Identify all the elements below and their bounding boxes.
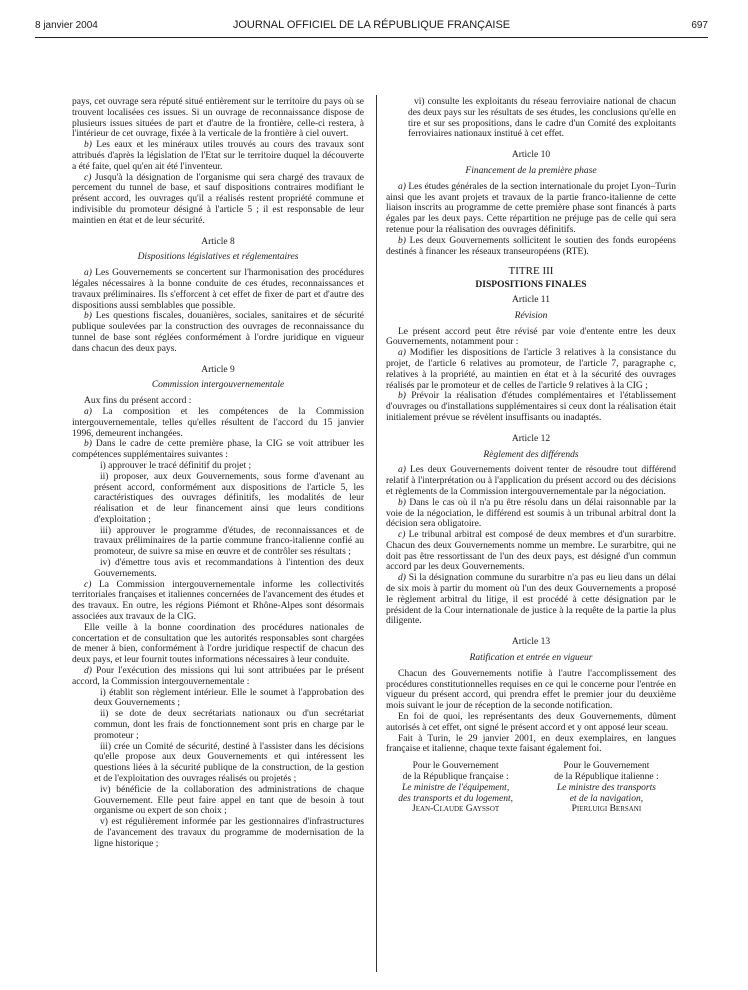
- paragraph: Aux fins du présent accord :: [84, 396, 192, 407]
- article-heading: Article 12: [511, 433, 551, 444]
- signature-block: [386, 761, 676, 815]
- article-heading: Article 10: [511, 150, 551, 161]
- article-subtitle: Commission intergouvernementale: [151, 380, 285, 391]
- list-item: i) établit son règlement intérieur. Elle le soumet à l'approbation des deux Gouvernements ;: [94, 687, 364, 709]
- column-divider: [376, 95, 377, 972]
- article-subtitle: Financement de la première phase: [465, 165, 597, 176]
- journal-title: JOURNAL OFFICIEL DE LA RÉPUBLIQUE FRANÇAISE: [232, 19, 511, 31]
- header-date: 8 janvier 2004: [35, 20, 98, 31]
- article-subtitle: Révision: [514, 310, 548, 321]
- paragraph: Fait à Turin, le 29 janvier 2001, en deux exemplaires, en langues française et italienne, chaque texte faisant également foi.: [386, 733, 676, 755]
- signatory-name: Pierluigi Bersani: [571, 804, 642, 815]
- article-heading: Article 9: [201, 364, 235, 375]
- article-heading: Article 13: [511, 637, 551, 648]
- paragraph: a) Les études générales de la section internationale du projet Lyon–Turin ainsi que les avant projets et travaux de la partie franco-italienne de cette liaison inscrits au programme de cette première phase sont financés à parts égales par les deux pays. Cette répartition ne préjuge pas de celle qui sera retenue pour la réalisation des ouvrages définitifs.: [386, 181, 676, 235]
- paragraph: a) Les Gouvernements se concertent sur l'harmonisation des procédures légales nécessaires à la bonne conduite de ces études, reconnaissances et travaux préliminaires. Ils s'efforcent à cet effet de fixer de part et d'autre des dispositions aussi semblables que possible.: [72, 268, 364, 311]
- paragraph: d) Si la désignation commune du surarbitre n'a pas eu lieu dans un délai de six mois à partir du moment où l'un des deux Gouvernements a proposé le règlement arbitral du litige, il est procédé à cette désignation par le président de la Cour internationale de justice à la requête de la partie la plus diligente.: [386, 573, 676, 627]
- paragraph: a) La composition et les compétences de la Commission intergouvernementale, telles qu'elles résultent de l'accord du 15 janvier 1996, demeurent inchangées.: [72, 406, 364, 439]
- paragraph: a) Modifier les dispositions de l'article 3 relatives à la consistance du projet, de l'article 6 relatives au promoteur, de l'article 7, paragraphe c, relatives à la propriété, au maintien en état et à la sécurité des ouvrages réalisés par le promoteur et de celles de l'article 9 relatives à la CIG ;: [386, 348, 676, 391]
- paragraph: b) Prévoir la réalisation d'études complémentaires et l'établissement d'ouvrages ou d'installations supplémentaires si ceux dont la réalisation était initialement prévue se révèlent insuffisants ou inadaptés.: [386, 391, 676, 423]
- paragraph: b) Les eaux et les minéraux utiles trouvés au cours des travaux sont attribués d'après la législation de l'Etat sur le territoire duquel la découverte a été faite, quel qu'en ait été l'inventeur.: [72, 140, 364, 172]
- article-subtitle: Règlement des différends: [483, 449, 579, 460]
- article-subtitle: Ratification et entrée en vigueur: [469, 653, 593, 664]
- paragraph: c) Jusqu'à la désignation de l'organisme qui sera chargé des travaux de percement du tunnel de base, et sauf dispositions contraires modifiant le présent accord, les ouvrages qu'il a réalisés restent propriété commune et indivisible du promoteur désigné à l'article 5 ; il est responsable de leur maintien en état et de leur sécurité.: [72, 172, 364, 226]
- paragraph: c) La Commission intergouvernementale informe les collectivités territoriales françaises et italiennes concernées de l'avancement des études et des travaux. En outre, les régions Piémont et Rhône-Alpes sont désormais associées aux travaux de la CIG.: [72, 579, 364, 623]
- paragraph: Le présent accord peut être révisé par voie d'entente entre les deux Gouvernements, notamment pour :: [386, 326, 676, 348]
- article-subtitle: Dispositions législatives et réglementaires: [137, 252, 299, 263]
- right-column: [386, 97, 676, 815]
- paragraph: b) Les deux Gouvernements sollicitent le soutien des fonds européens destinés à financer les réseaux transeuropéens (RTE).: [386, 235, 676, 257]
- paragraph: a) Les deux Gouvernements doivent tenter de résoudre tout différend relatif à l'interprétation ou à l'application du présent accord ou des décisions et règlements de la Commission intergouvernementale par la négociation.: [386, 465, 676, 497]
- paragraph: c) Le tribunal arbitral est composé de deux membres et d'un surarbitre. Chacun des deux Gouvernements nomme un membre. Le surarbitre, qui ne doit pas être ressortissant de l'un des deux pays, est désigné d'un commun accord par les deux Gouvernements.: [386, 530, 676, 573]
- list-item: iii) approuver le programme d'études, de reconnaissances et de travaux préliminaires de la partie commune franco-italienne confié au promoteur, de suivre sa mise en œuvre et de contrôler ses résultats ;: [94, 525, 364, 558]
- page-number: 697: [691, 20, 708, 31]
- signature-italy: Pour le Gouvernement de la République italienne : Le ministre des transports et de la navigation, Pierluigi Bersani: [537, 761, 676, 815]
- list-item: i) approuver le tracé définitif du projet ;: [100, 460, 252, 471]
- article-heading: Article 8: [201, 236, 235, 247]
- paragraph: d) Pour l'exécution des missions qui lui sont attribuées par le présent accord, la Commission intergouvernementale :: [72, 666, 364, 687]
- header-rule: [35, 37, 708, 38]
- page-header: [35, 18, 708, 38]
- list-item: iv) bénéficie de la collaboration des administrations de chaque Gouvernement. Elle peut faire appel en tant que de besoin à tout organisme ou expert de son choix ;: [94, 784, 364, 817]
- paragraph: En foi de quoi, les représentants des deux Gouvernements, dûment autorisés à cet effet, ont signé le présent accord et y ont apposé leur sceau.: [386, 712, 676, 733]
- list-item: iii) crée un Comité de sécurité, destiné à l'assister dans les décisions qu'elle propose aux deux Gouvernements et qui intéressent les questions liées à la sécurité publique de la construction, de la gestion et de l'exploitation des ouvrages réalisés ou projetés ;: [94, 741, 364, 785]
- list-item: v) est régulièrement informée par les gestionnaires d'infrastructures de l'avancement des travaux du programme de modernisation de la ligne historique ;: [94, 817, 364, 849]
- paragraph: b) Les questions fiscales, douanières, sociales, sanitaires et de sécurité publique soulevées par la construction des ouvrages de reconnaissance du tunnel de base sont réglées conformément à l'ordre juridique en vigueur dans chacun des deux pays.: [72, 311, 364, 354]
- titre-heading: TITRE III: [508, 265, 554, 278]
- list-item: iv) d'émettre tous avis et recommandations à l'intention des deux Gouvernements.: [94, 558, 364, 579]
- signatory-name: Jean-Claude Gayssot: [412, 804, 500, 815]
- left-column: [72, 97, 364, 850]
- paragraph: b) Dans le cas où il n'a pu être résolu dans un délai raisonnable par la voie de la négociation, le différend est soumis à un tribunal arbitral dont la décision sera obligatoire.: [386, 497, 676, 530]
- paragraph: Elle veille à la bonne coordination des procédures nationales de concertation et de consultation que les autorités responsables sont chargées de mener à bien, conformément à l'ordre juridique respectif de chacun des deux pays, et leur fournit toutes informations nécessaires à leur conduite.: [72, 622, 364, 666]
- paragraph: Chacun des Gouvernements notifie à l'autre l'accomplissement des procédures constitutionnelles requises en ce qui le concerne pour l'entrée en vigueur du présent accord, qui prendra effet le premier jour du deuxième mois suivant le jour de réception de la seconde notification.: [386, 668, 676, 712]
- titre-subtitle: DISPOSITIONS FINALES: [475, 280, 587, 291]
- signature-france: Pour le Gouvernement de la République française : Le ministre de l'équipement, des transports et du logement, Jean-Claude Gayssot: [386, 761, 525, 815]
- paragraph: pays, cet ouvrage sera réputé situé entièrement sur le territoire du pays où se trouvent localisées ces issues. Si un ouvrage de reconnaissance dispose de plusieurs issues situées de part et d'autre de la frontière, celle-ci restera, à l'intérieur de cet ouvrage, fixée à la verticale de la frontière à ciel ouvert.: [72, 97, 364, 140]
- list-item: ii) proposer, aux deux Gouvernements, sous forme d'avenant au présent accord, conformément aux dispositions de l'article 5, les caractéristiques des ouvrages définitifs, les modalités de leur réalisation et de leur financement ainsi que leurs conditions d'exploitation ;: [94, 471, 364, 525]
- list-item: vi) consulte les exploitants du réseau ferroviaire national de chacun des deux pays sur les résultats de ses études, les conclusions qu'elle en tire et sur ses propositions, dans le cadre d'un Comité des exploitants ferroviaires nationaux institué à cet effet.: [408, 97, 676, 140]
- paragraph: b) Dans le cadre de cette première phase, la CIG se voit attribuer les compétences supplémentaires suivantes :: [72, 439, 364, 461]
- article-heading: Article 11: [512, 294, 550, 305]
- list-item: ii) se dote de deux secrétariats nationaux ou d'un secrétariat commun, dont les frais de fonctionnement sont pris en charge par le promoteur ;: [94, 709, 364, 741]
